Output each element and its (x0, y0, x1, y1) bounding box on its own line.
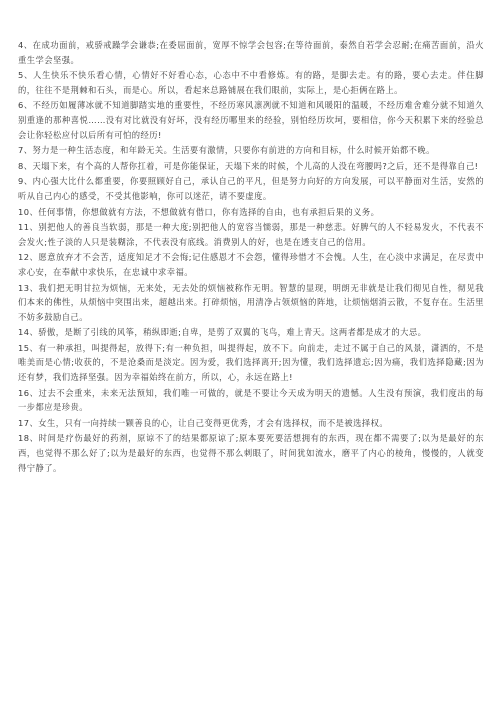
paragraph-8: 8、天塌下来，有个高的人帮你扛着，可是你能保证，天塌下来的时候，个儿高的人没在弯腰吗?之后，还不是得靠自己! (18, 160, 479, 171)
paragraph-9: 9、内心强大比什么都重要，你要照顾好自己，承认自己的平凡，但是努力向好的方向发展，可以平静面对生活，安然的听从自己内心的感受，不受其他影响，你可以迷茫，请不要虚度。 (18, 176, 484, 201)
paragraph-10: 10、任何事情，你想做就有方法，不想做就有借口，你有选择的自由，也有承担后果的义务。 (18, 206, 380, 217)
paragraph-7: 7、努力是一种生活态度，和年龄无关。生活要有激情，只要你有前进的方向和目标，什么时候开始都不晚。 (18, 145, 435, 156)
paragraph-17: 17、女生，只有一向持续一颗善良的心，让自己变得更优秀，才会有选择权，而不是被选择权。 (18, 417, 389, 428)
paragraph-6: 6、不经历如履薄冰就不知道脚踏实地的重要性，不经历寒风凛冽就不知道和风暖阳的温暖，不经历难舍难分就不知道久别重逢的那种喜悦……没有对比就没有好坏，没有经历哪里来的经验，别怕经历坎坷，要相信，你今天积累下来的经验总会让你轻松应付以后所有可怕的经历! (18, 100, 484, 140)
paragraph-13: 13、我们把无明甘拉为烦恼，无来处，无去处的烦恼被称作无明。智慧的显现，明朗无非就是让我们彻见自性，彻见我们本来的佛性，从烦恼中突围出来，超越出来。打碎烦恼，用清净占领烦恼的阵地，让烦恼烟消云散，不复存在。生活里不妨多鼓励自己。 (18, 282, 484, 322)
paragraph-4: 4、在成功面前，戒骄戒躁学会谦恭;在委屈面前，宽厚不惊学会包容;在等待面前，泰然自若学会忍耐;在痛苦面前，沿火重生学会坚强。 (18, 40, 484, 65)
paragraph-12: 12、愿意放弃才不会苦，适度知足才不会悔;记住感恩才不会怨，懂得珍惜才不会愧。人生，在心淡中求满足，在尽责中求心安，在奉献中求快乐，在忠诚中求幸福。 (18, 252, 484, 277)
paragraph-5: 5、人生快乐不快乐看心情，心情好不好看心态，心态中不中看修炼。有的路，是脚去走。有的路，要心去走。伴住脚的，往往不是荆棘和石头，而是心。所以，看起来总路铺展在我们眼前，实际上，是心拒俩在路上。 (18, 70, 484, 95)
paragraph-16: 16、过去不会重来，未来无法预知，我们唯一可做的，就是不要让今天成为明天的遗憾。人生没有预演，我们度出的每一步都应是珍贵。 (18, 387, 484, 413)
paragraph-11: 11、别把他人的善良当软弱，那是一种大度;别把他人的宽容当懦弱，那是一种慈悲。好脾气的人不轻易发火，不代表不会发火;性子淡的人只是装糊涂，不代表没有底线。消费别人的好，也是在透支自己的信用。 (18, 222, 484, 247)
document-body (18, 38, 484, 476)
paragraph-18: 18、时间是疗伤最好的药剂，原谅不了的结果都原谅了;原本要死要活想拥有的东西，现在都不需要了;以为是最好的东西，也觉得不那么好了;以为是最好的东西，也觉得不那么刺眼了，时间犹如流水，磨平了内心的棱角，慢慢的，人就变得宁静了。 (18, 433, 484, 473)
paragraph-15: 15、有一种承担，叫提得起，放得下;有一种负担，叫提得起，放不下。向前走，走过不属于自己的风景，潇洒的，不是唯美而是心情;收获的，不是沧桑而是淡定。因为爱，我们选择离开;因为懂，我们选择遗忘;因为痛，我们选择隐藏;因为还有梦，我们选择坚强。因为幸福始终在前方，所以，心，永远在路上! (18, 342, 484, 383)
paragraph-14: 14、骄傲，是断了引线的风筝，稍纵即逝;自卑，是剪了双翼的飞鸟，难上青天。这两者都是成才的大忌。 (18, 327, 427, 338)
